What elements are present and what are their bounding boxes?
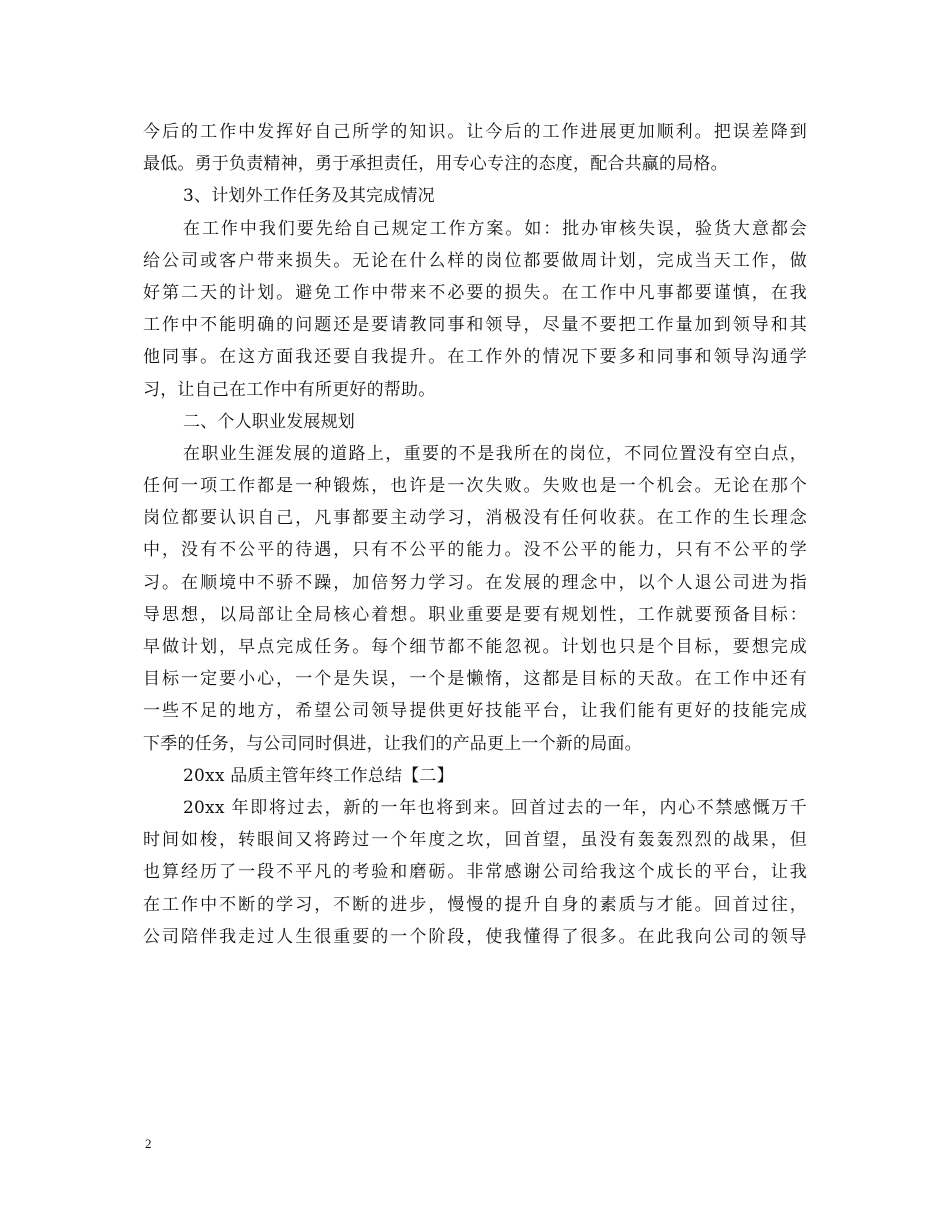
paragraph-line: 习。在顺境中不骄不躁，加倍努力学习。在发展的理念中，以个人退公司进为指: [143, 572, 807, 593]
paragraph-line: 岗位都要认识自己，凡事都要主动学习，消极没有任何收获。在工作的生长理念: [143, 508, 807, 529]
document-body: [143, 116, 807, 953]
paragraph-line: 在职业生涯发展的道路上，重要的不是我所在的岗位，不同位置没有空白点，: [183, 443, 807, 464]
paragraph-line: 任何一项工作都是一种锻炼，也许是一次失败。失败也是一个机会。无论在那个: [143, 476, 807, 497]
paragraph-line: 也算经历了一段不平凡的考验和磨砺。非常感谢公司给我这个成长的平台，让我: [143, 862, 807, 883]
paragraph-line: 目标一定要小心，一个是失误，一个是懒惰，这都是目标的天敌。在工作中还有: [143, 669, 807, 690]
paragraph-line: 时间如梭，转眼间又将跨过一个年度之坎，回首望，虽没有轰轰烈烈的战果，但: [143, 830, 807, 851]
paragraph-line: 给公司或客户带来损失。无论在什么样的岗位都要做周计划，完成当天工作，做: [143, 250, 807, 271]
paragraph-line: 公司陪伴我走过人生很重要的一个阶段，使我懂得了很多。在此我向公司的领导: [143, 926, 807, 947]
paragraph-line: 20xx 年即将过去，新的一年也将到来。回首过去的一年，内心不禁感慨万千: [183, 797, 807, 818]
paragraph-line: 在工作中不断的学习，不断的进步，慢慢的提升自身的素质与才能。回首过往，: [143, 894, 807, 915]
paragraph-line: 导思想，以局部让全局核心着想。职业重要是要有规划性，工作就要预备目标：: [143, 604, 807, 625]
paragraph-line: 早做计划，早点完成任务。每个细节都不能忽视。计划也只是个目标，要想完成: [143, 637, 807, 657]
paragraph-line: 中，没有不公平的待遇，只有不公平的能力。没不公平的能力，只有不公平的学: [143, 540, 807, 561]
paragraph-line: 好第二天的计划。避免工作中带来不必要的损失。在工作中凡事都要谨慎，在我: [143, 282, 807, 303]
section-heading: 20xx 品质主管年终工作总结【二】: [183, 765, 454, 786]
paragraph-line: 下季的任务，与公司同时俱进，让我们的产品更上一个新的局面。: [143, 733, 642, 754]
paragraph-line: 在工作中我们要先给自己规定工作方案。如：批办审核失误，验货大意都会: [183, 218, 807, 239]
paragraph-line: 一些不足的地方，希望公司领导提供更好技能平台，让我们能有更好的技能完成: [143, 701, 807, 722]
paragraph-line: 他同事。在这方面我还要自我提升。在工作外的情况下要多和同事和领导沟通学: [143, 347, 807, 368]
section-heading: 3、计划外工作任务及其完成情况: [183, 186, 435, 207]
paragraph-line: 最低。勇于负责精神，勇于承担责任，用专心专注的态度，配合共赢的局格。: [143, 154, 728, 175]
paragraph-line: 习，让自己在工作中有所更好的帮助。: [143, 379, 436, 400]
paragraph-line: 工作中不能明确的问题还是要请教同事和领导，尽量不要把工作量加到领导和其: [143, 315, 807, 336]
paragraph-line: 今后的工作中发挥好自己所学的知识。让今后的工作进展更加顺利。把误差降到: [143, 122, 807, 142]
section-heading: 二、个人职业发展规划: [183, 411, 355, 432]
page-number: 2: [145, 1136, 152, 1151]
